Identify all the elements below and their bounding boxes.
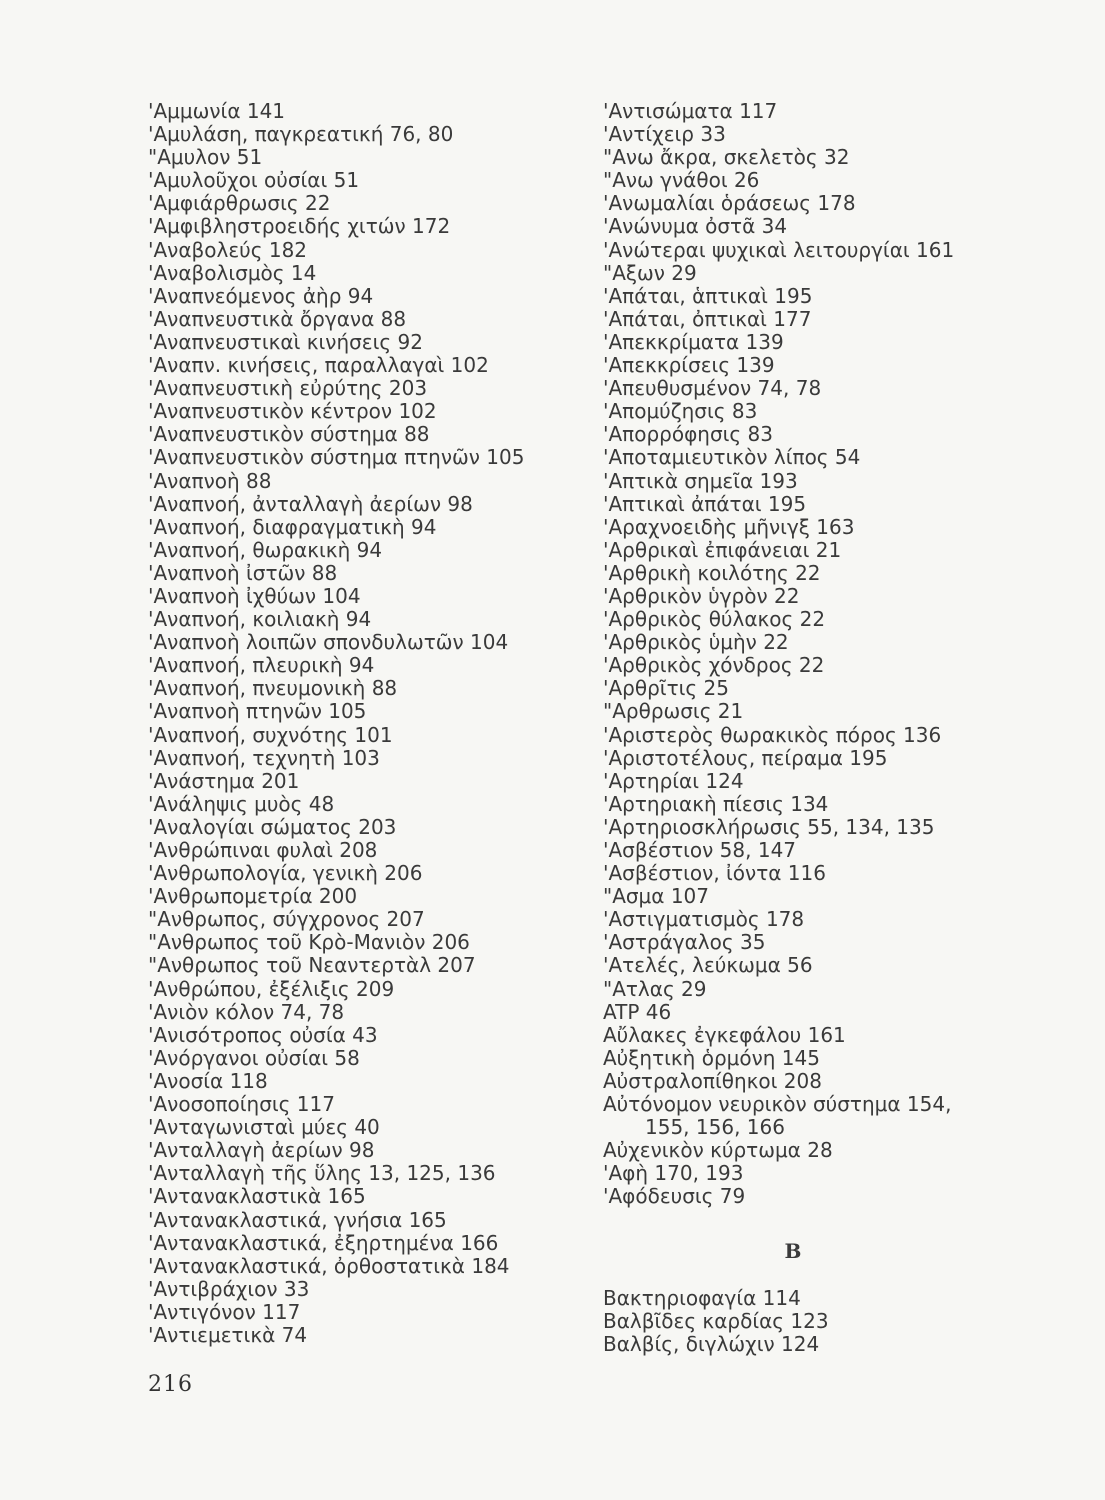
index-entry: 'Αναβολεύς 182 xyxy=(148,237,308,262)
index-entry: 'Ασβέστιον 58, 147 xyxy=(603,838,797,862)
index-entry: 'Αποταμιευτικὸν λίπος 54 xyxy=(603,445,861,470)
index-entry: 'Αναπνοή, θωρακικὴ 94 xyxy=(148,537,383,562)
index-entry: 'Ανταλλαγὴ ἀερίων 98 xyxy=(148,1138,375,1163)
index-entry: 'Αστράγαλος 35 xyxy=(603,930,766,955)
index-entry: 'Απάται, ὀπτικαὶ 177 xyxy=(603,306,812,331)
index-entry: 'Απευθυσμένον 74, 78 xyxy=(603,376,822,401)
index-entry: 'Ανώνυμα ὀστᾶ 34 xyxy=(603,214,788,239)
index-entry: 'Ανώτεραι ψυχικαὶ λειτουργίαι 161 xyxy=(603,237,955,262)
index-entry: 'Αναπνοή, διαφραγματικὴ 94 xyxy=(148,514,437,539)
index-entry: 'Αντιγόνον 117 xyxy=(148,1299,301,1324)
index-entry: 'Ανοσία 118 xyxy=(148,1068,268,1093)
index-entry: 'Αναπνοὴ ἰχθύων 104 xyxy=(148,583,361,608)
index-entry: 'Αντίχειρ 33 xyxy=(603,122,726,147)
index-entry: 'Αντανακλαστικά, ἐξηρτημένα 166 xyxy=(148,1230,499,1255)
index-entry: 'Ανάληψις μυὸς 48 xyxy=(148,791,335,816)
index-entry: 'Αναπνοή, συχνότης 101 xyxy=(148,722,393,747)
index-entry: 'Αφὴ 170, 193 xyxy=(603,1161,744,1186)
index-entry: 'Αναβολισμὸς 14 xyxy=(148,260,317,285)
index-entry: "Αρθρωσις 21 xyxy=(603,699,744,724)
index-entry: 'Αρτηρίαι 124 xyxy=(603,768,744,793)
index-entry: 'Απτικαὶ ἀπάται 195 xyxy=(603,491,807,516)
index-entry: 'Αναπνοὴ πτηνῶν 105 xyxy=(148,699,367,724)
index-entry: 'Ανταλλαγὴ τῆς ὕλης 13, 125, 136 xyxy=(148,1161,496,1186)
index-entry: 'Ανισότροπος οὐσία 43 xyxy=(148,1022,378,1047)
index-entry: 'Αναπν. κινήσεις, παραλλαγαὶ 102 xyxy=(148,353,489,378)
index-entry: 'Αντανακλαστικά, γνήσια 165 xyxy=(148,1207,447,1232)
index-entry: 'Αμμωνία 141 xyxy=(148,99,286,123)
index-entry: 'Ανθρώπου, ἐξέλιξις 209 xyxy=(148,976,395,1001)
index-entry: 'Απομύζησις 83 xyxy=(603,399,758,424)
index-entry: "Ανω γνάθοι 26 xyxy=(603,168,760,193)
index-entry: 'Αρθρικαὶ ἐπιφάνειαι 21 xyxy=(603,537,842,562)
index-entry: 'Αρτηριοσκλήρωσις 55, 134, 135 xyxy=(603,814,935,839)
index-entry: 'Αναπνοή, πνευμονικὴ 88 xyxy=(148,676,398,701)
index-entry: 'Αναπνευστικαὶ κινήσεις 92 xyxy=(148,329,423,354)
index-entry: 'Αριστοτέλους, πείραμα 195 xyxy=(603,745,888,770)
index-entry: "Ανω ἄκρα, σκελετὸς 32 xyxy=(603,145,850,170)
index-entry: 'Αφόδευσις 79 xyxy=(603,1184,746,1209)
index-entry: Βαλβῖδες καρδίας 123 xyxy=(603,1308,829,1333)
index-entry: Αὐξητικὴ ὁρμόνη 145 xyxy=(603,1045,820,1070)
index-entry: 'Αντισώματα 117 xyxy=(603,99,778,123)
index-entry: 'Απτικὰ σημεῖα 193 xyxy=(603,468,798,493)
index-entry: 'Αμφιβληστροειδής χιτών 172 xyxy=(148,214,451,239)
index-entry: 'Αναπνοή, κοιλιακὴ 94 xyxy=(148,607,372,632)
index-entry: 'Απάται, ἁπτικαὶ 195 xyxy=(603,283,813,308)
index-entry: Βακτηριοφαγία 114 xyxy=(603,1285,801,1310)
index-entry: 'Απεκκρίματα 139 xyxy=(603,329,784,354)
index-column-left xyxy=(148,100,578,1347)
index-entry: 'Ανοσοποίησις 117 xyxy=(148,1092,335,1117)
index-entry: 'Αντιεμετικὰ 74 xyxy=(148,1322,308,1347)
index-entry: 'Αρθρῖτις 25 xyxy=(603,676,729,701)
index-list-a-continued xyxy=(603,100,1043,1209)
index-entry: 'Ανθρωπομετρία 200 xyxy=(148,884,358,909)
index-entry: 'Ασβέστιον, ἰόντα 116 xyxy=(603,861,826,886)
section-letter-heading: B xyxy=(784,1238,802,1263)
index-entry: 'Αναπνεόμενος ἀὴρ 94 xyxy=(148,283,374,308)
index-entry: 'Αναπνευστικὸν σύστημα 88 xyxy=(148,422,430,447)
index-entry: 'Αρθρικὸς ὑμὴν 22 xyxy=(603,630,789,655)
index-entry: Βαλβίς, διγλώχιν 124 xyxy=(603,1331,820,1356)
index-entry: "Ανθρωπος τοῦ Κρὸ-Μανιὸν 206 xyxy=(148,930,470,955)
index-entry: 'Αρθρικὸς χόνδρος 22 xyxy=(603,653,825,678)
index-entry: 'Αμυλάση, παγκρεατική 76, 80 xyxy=(148,122,454,147)
index-entry: "Ατλας 29 xyxy=(603,976,707,1001)
index-column-right xyxy=(603,100,1043,1356)
index-entry: 155, 156, 166 xyxy=(645,1115,785,1140)
index-entry: 'Αρθρικὸς θύλακος 22 xyxy=(603,607,826,632)
index-entry: 'Ανιὸν κόλον 74, 78 xyxy=(148,999,345,1024)
index-entry: 'Ανάστημα 201 xyxy=(148,768,300,793)
index-entry: "Αξων 29 xyxy=(603,260,697,285)
index-list-b xyxy=(603,1287,1043,1356)
index-entry: 'Ατελές, λεύκωμα 56 xyxy=(603,953,813,978)
index-entry: 'Αναπνοὴ ἰστῶν 88 xyxy=(148,560,338,585)
index-entry: Αὐστραλοπίθηκοι 208 xyxy=(603,1068,822,1093)
index-entry: 'Αρτηριακὴ πίεσις 134 xyxy=(603,791,829,816)
index-entry: 'Αναπνευστικὸν σύστημα πτηνῶν 105 xyxy=(148,445,525,470)
index-entry: 'Αρθρικὴ κοιλότης 22 xyxy=(603,560,821,585)
index-entry: 'Αμφιάρθρωσις 22 xyxy=(148,191,331,216)
index-entry: 'Αριστερὸς θωρακικὸς πόρος 136 xyxy=(603,722,942,747)
index-entry: "Ανθρωπος, σύγχρονος 207 xyxy=(148,907,425,932)
index-entry: 'Αστιγματισμὸς 178 xyxy=(603,907,805,932)
index-entry: "Ανθρωπος τοῦ Νεαντερτὰλ 207 xyxy=(148,953,476,978)
index-entry: 'Ανόργανοι οὐσίαι 58 xyxy=(148,1045,360,1070)
index-entry: 'Αρθρικὸν ὑγρὸν 22 xyxy=(603,583,800,608)
index-entry: 'Απορρόφησις 83 xyxy=(603,422,773,447)
index-entry: 'Ανταγωνισταὶ μύες 40 xyxy=(148,1115,380,1140)
index-entry: ATP 46 xyxy=(603,999,672,1024)
index-entry: "Αμυλον 51 xyxy=(148,145,263,170)
index-entry: 'Αναπνευστικὴ εὐρύτης 203 xyxy=(148,376,428,401)
index-entry: 'Αναπνευστικὰ ὄργανα 88 xyxy=(148,306,407,331)
index-entry: "Ασμα 107 xyxy=(603,884,709,909)
index-entry: 'Ανωμαλίαι ὁράσεως 178 xyxy=(603,191,856,216)
index-entry: 'Αναπνοή, τεχνητὴ 103 xyxy=(148,745,380,770)
index-entry: 'Ανθρώπιναι φυλαὶ 208 xyxy=(148,838,378,862)
index-entry: Αὐτόνομον νευρικὸν σύστημα 154, xyxy=(603,1092,952,1117)
index-entry: 'Αντανακλαστικά, ὀρθοστατικὰ 184 xyxy=(148,1253,510,1278)
index-entry: 'Αναπνοὴ λοιπῶν σπονδυλωτῶν 104 xyxy=(148,630,509,655)
index-entry: Αὔλακες ἐγκεφάλου 161 xyxy=(603,1022,846,1047)
page-number: 216 xyxy=(148,1372,193,1397)
index-entry: 'Απεκκρίσεις 139 xyxy=(603,353,775,378)
index-entry: 'Αναπνοή, πλευρικὴ 94 xyxy=(148,653,375,678)
index-entry: 'Αναπνοή, ἀνταλλαγὴ ἀερίων 98 xyxy=(148,491,473,516)
index-entry: 'Αραχνοειδὴς μῆνιγξ 163 xyxy=(603,514,855,539)
index-entry: 'Αντιβράχιον 33 xyxy=(148,1276,310,1301)
index-entry: 'Αναπνευστικὸν κέντρον 102 xyxy=(148,399,437,424)
index-entry: 'Αναπνοὴ 88 xyxy=(148,468,272,493)
index-entry: 'Αναλογίαι σώματος 203 xyxy=(148,814,397,839)
index-entry: 'Αμυλοῦχοι οὐσίαι 51 xyxy=(148,168,360,193)
index-entry: 'Ανθρωπολογία, γενικὴ 206 xyxy=(148,861,423,886)
index-entry: Αὐχενικὸν κύρτωμα 28 xyxy=(603,1138,833,1163)
index-entry: 'Αντανακλαστικὰ 165 xyxy=(148,1184,366,1209)
